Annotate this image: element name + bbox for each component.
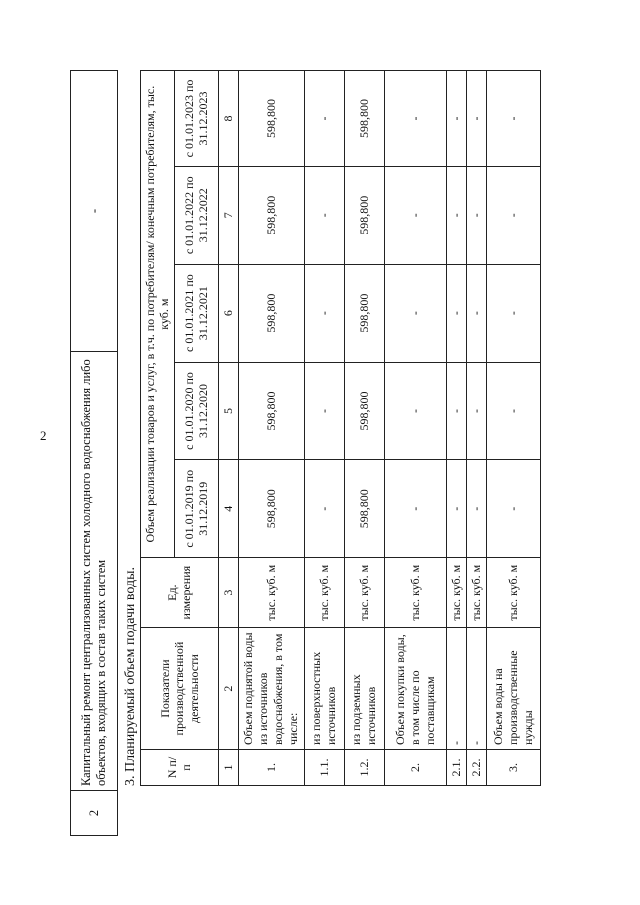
row-value: - (446, 362, 466, 460)
row-value: - (384, 264, 446, 362)
row-unit: тыс. куб. м (446, 558, 466, 628)
row-value: - (486, 362, 540, 460)
row-value: - (446, 71, 466, 167)
row-value: 598,800 (238, 71, 304, 167)
header-row (141, 71, 175, 786)
table-row (466, 71, 486, 786)
row-value: - (384, 71, 446, 167)
row-number: 2 (71, 791, 118, 836)
row-description: Капитальный ремонт централизованных систем холодного водоснабжения либо объектов, входящих в состав таких систем (71, 352, 118, 791)
header-indicator: Показатели производственной деятельности (141, 628, 219, 750)
row-num: 2.2. (466, 750, 486, 786)
row-value: - (304, 264, 344, 362)
row-value: - (446, 264, 466, 362)
row-value: - (486, 264, 540, 362)
row-num: 1.1. (304, 750, 344, 786)
row-value: - (304, 460, 344, 558)
table-row (238, 71, 304, 786)
row-value: - (466, 166, 486, 264)
rotated-document-content (70, 70, 535, 836)
column-number: 6 (218, 264, 238, 362)
row-unit: тыс. куб. м (344, 558, 384, 628)
row-unit: тыс. куб. м (486, 558, 540, 628)
column-number: 3 (218, 558, 238, 628)
row-num: 2.1. (446, 750, 466, 786)
header-group: Объем реализации товаров и услуг, в т.ч. по потребителям/ конечным потребителям, тыс. куб. м (141, 71, 175, 558)
row-name: - (466, 628, 486, 750)
row-value: - (384, 166, 446, 264)
column-number: 2 (218, 628, 238, 750)
row-value: - (384, 362, 446, 460)
column-number: 1 (218, 750, 238, 786)
row-value: 598,800 (344, 166, 384, 264)
table-row (384, 71, 446, 786)
row-value: - (446, 460, 466, 558)
section-title: 3. Планируемый объем подачи воды. (123, 566, 138, 786)
row-value: - (466, 362, 486, 460)
row-value: - (486, 71, 540, 167)
row-value: 598,800 (238, 362, 304, 460)
row-name: Объем поднятой воды из источников водоснабжения, в том числе: (238, 628, 304, 750)
row-unit: тыс. куб. м (304, 558, 344, 628)
table-row (71, 71, 118, 836)
row-value: - (304, 362, 344, 460)
period-header: с 01.01.2023 по 31.12.2023 (174, 71, 218, 167)
period-header: с 01.01.2020 по 31.12.2020 (174, 362, 218, 460)
column-number: 4 (218, 460, 238, 558)
table-row (486, 71, 540, 786)
row-value: - (71, 71, 118, 352)
row-name: из подземных источников (344, 628, 384, 750)
row-value: 598,800 (344, 460, 384, 558)
row-num: 3. (486, 750, 540, 786)
row-value: 598,800 (344, 362, 384, 460)
row-unit: тыс. куб. м (238, 558, 304, 628)
column-number: 5 (218, 362, 238, 460)
row-value: 598,800 (238, 166, 304, 264)
header-unit: Ед. измерения (141, 558, 219, 628)
row-num: 2. (384, 750, 446, 786)
period-header: с 01.01.2022 по 31.12.2022 (174, 166, 218, 264)
period-header: с 01.01.2021 по 31.12.2021 (174, 264, 218, 362)
row-value: - (486, 460, 540, 558)
column-number-row (218, 71, 238, 786)
row-num: 1. (238, 750, 304, 786)
row-value: - (466, 264, 486, 362)
row-value: - (446, 166, 466, 264)
page-number: 2 (40, 428, 47, 443)
row-value: - (304, 166, 344, 264)
column-number: 7 (218, 166, 238, 264)
row-unit: тыс. куб. м (466, 558, 486, 628)
row-name: из поверхностных источников (304, 628, 344, 750)
row-value: 598,800 (344, 264, 384, 362)
water-supply-table (140, 70, 541, 786)
row-value: 598,800 (238, 264, 304, 362)
row-unit: тыс. куб. м (384, 558, 446, 628)
table-row (304, 71, 344, 786)
table-row (446, 71, 466, 786)
header-num: N п/п (141, 750, 219, 786)
row-name: - (446, 628, 466, 750)
table-row (344, 71, 384, 786)
row-value: 598,800 (238, 460, 304, 558)
row-value: 598,800 (344, 71, 384, 167)
row-value: - (384, 460, 446, 558)
row-value: - (466, 460, 486, 558)
row-name: Объем воды на производственные нужды (486, 628, 540, 750)
capital-repair-table (70, 70, 118, 836)
row-value: - (304, 71, 344, 167)
row-value: - (486, 166, 540, 264)
row-name: Объем покупки воды, в том числе по поставщикам (384, 628, 446, 750)
row-value: - (466, 71, 486, 167)
column-number: 8 (218, 71, 238, 167)
row-num: 1.2. (344, 750, 384, 786)
period-header: с 01.01.2019 по 31.12.2019 (174, 460, 218, 558)
